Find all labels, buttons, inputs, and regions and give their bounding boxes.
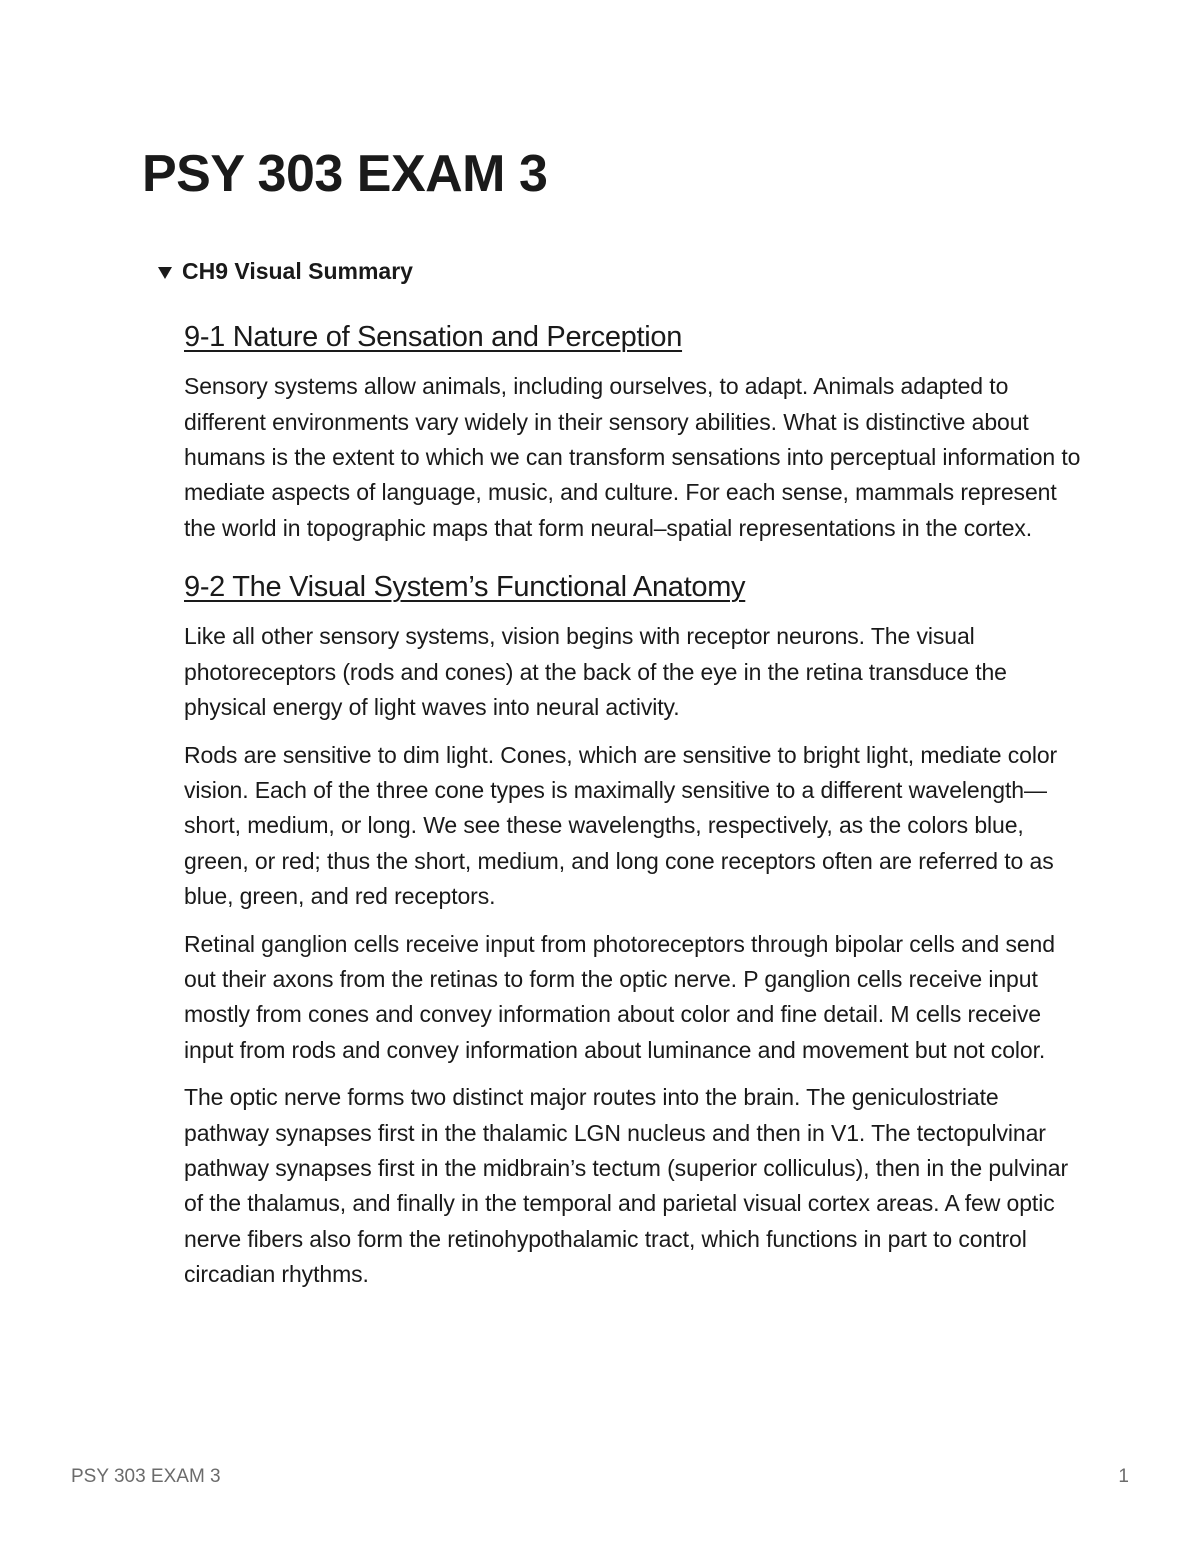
- paragraph: Like all other sensory systems, vision begins with receptor neurons. The visual photoreceptors (rods and cones) at the back of the eye in the retina transduce the physical energy of light waves into neural activity.: [184, 623, 1007, 721]
- paragraph: Sensory systems allow animals, including ourselves, to adapt. Animals adapted to different environments vary widely in their sensory abilities. What is distinctive about humans is the extent to which we can transform sensations into perceptual information to mediate aspects of language, music, and culture. For each sense, mammals represent the world in topographic maps that form neural–spatial representations in the cortex.: [184, 373, 1081, 541]
- page-title: PSY 303 EXAM 3: [142, 145, 548, 203]
- section-heading: 9-2 The Visual System’s Functional Anatomy: [184, 571, 746, 604]
- footer-title: PSY 303 EXAM 3: [71, 1466, 221, 1487]
- paragraph: The optic nerve forms two distinct major routes into the brain. The geniculostriate pathway synapses first in the thalamic LGN nucleus and then in V1. The tectopulvinar pathway synapses first in the midbrain’s tectum (superior colliculus), then in the pulvinar of the thalamus, and finally in the temporal and parietal visual cortex areas. A few optic nerve fibers also form the retinohypothalamic tract, which functions in part to control circadian rhythms.: [184, 1084, 1069, 1288]
- triangle-down-icon[interactable]: [156, 263, 174, 281]
- paragraph: Retinal ganglion cells receive input from photoreceptors through bipolar cells and send out their axons from the retinas to form the optic nerve. P ganglion cells receive input mostly from cones and convey information about color and fine detail. M cells receive input from rods and convey information about luminance and movement but not color.: [184, 930, 1055, 1063]
- toggle-label: CH9 Visual Summary: [182, 258, 413, 284]
- toggle-content: [184, 318, 1084, 1305]
- section-heading: 9-1 Nature of Sensation and Perception: [184, 321, 683, 353]
- paragraph: Rods are sensitive to dim light. Cones, which are sensitive to bright light, mediate color vision. Each of the three cone types is maximally sensitive to a different wavelength—short, medium, or long. We see these wavelengths, respectively, as the colors blue, green, or red; thus the short, medium, and long cone receptors often are referred to as blue, green, and red receptors.: [184, 741, 1058, 910]
- toggle-ch9-visual-summary[interactable]: [156, 258, 413, 285]
- page-number: 1: [1118, 1466, 1129, 1487]
